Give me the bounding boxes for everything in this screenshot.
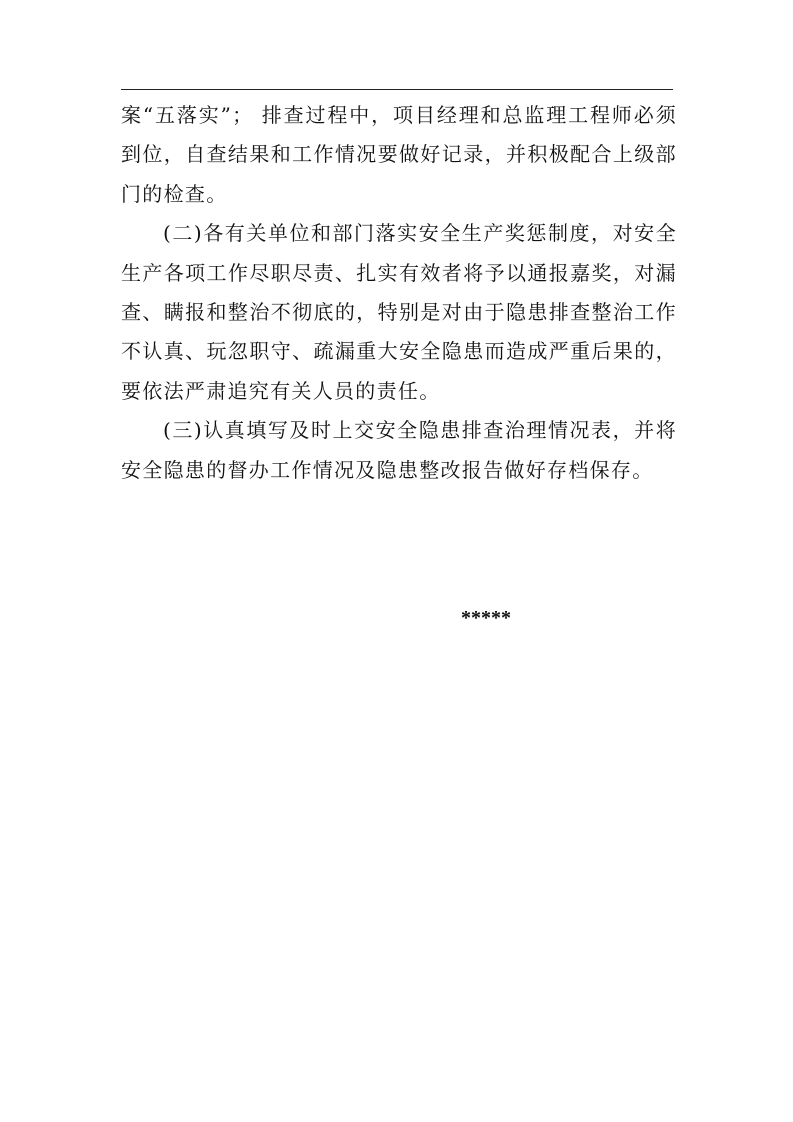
document-body xyxy=(121,96,677,490)
paragraph-item-three: (三)认真填写及时上交安全隐患排查治理情况表，并将安全隐患的督办工作情况及隐患整改报告做好存档保存。 xyxy=(121,418,677,482)
paragraph-item-two: (二)各有关单位和部门落实安全生产奖惩制度，对安全生产各项工作尽职尽责、扎实有效者将予以通报嘉奖，对漏查、瞒报和整治不彻底的，特别是对由于隐患排查整治工作不认真、玩忽职守、疏漏重大安全隐患而造成严重后果的，要依法严肃追究有关人员的责任。 xyxy=(121,221,677,403)
end-mark: ***** xyxy=(461,607,511,629)
paragraph-continuation: 案“五落实”； 排查过程中，项目经理和总监理工程师必须到位，自查结果和工作情况要做好记录，并积极配合上级部门的检查。 xyxy=(121,103,677,206)
header-rule xyxy=(121,89,673,90)
